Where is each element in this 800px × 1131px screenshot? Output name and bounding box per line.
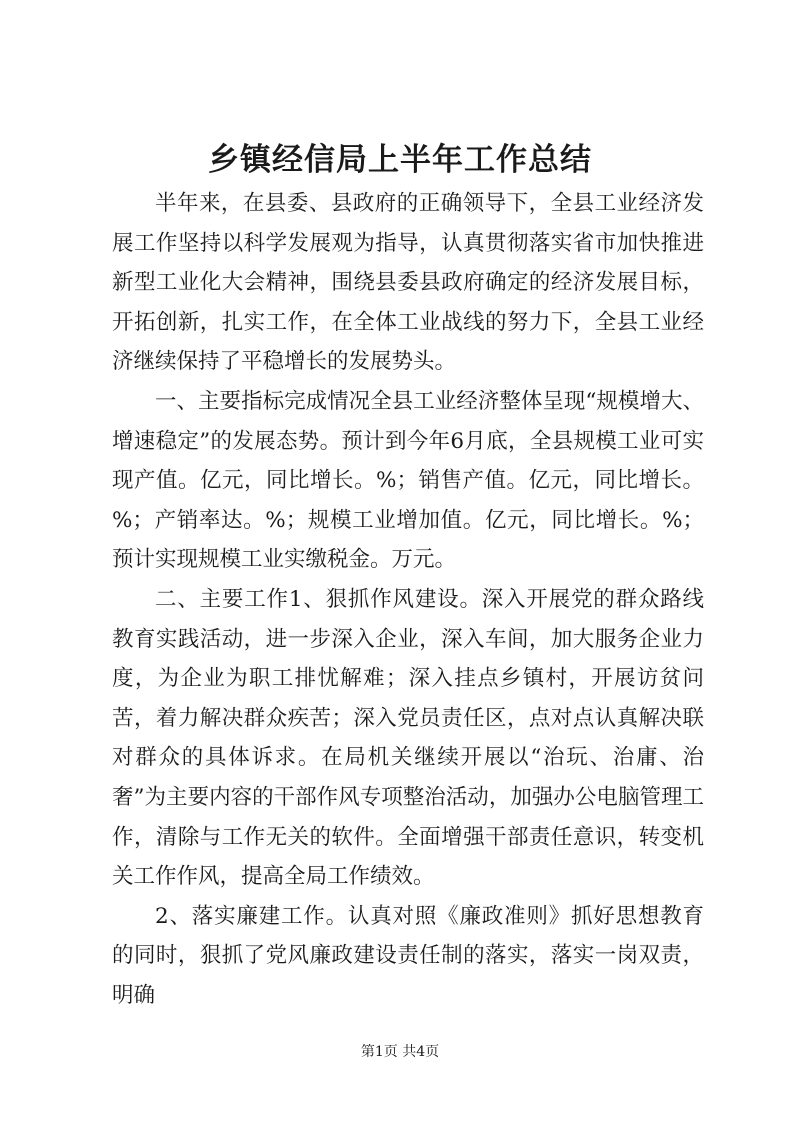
page-number-footer: 第1页 共4页 xyxy=(360,1044,440,1060)
paragraph-intro: 半年来，在县委、县政府的正确领导下，全县工业经济发展工作坚持以科学发展观为指导，认真贯彻落实省市加快推进新型工业化大会精神，围绕县委县政府确定的经济发展目标，开拓创新，扎实工作，在全体工业战线的努力下，全县工业经济继续保持了平稳增长的发展势头。 xyxy=(112,191,704,375)
document-title: 乡镇经信局上半年工作总结 xyxy=(208,142,592,178)
document-body xyxy=(112,184,704,1015)
paragraph-main-work: 二、主要工作1、狠抓作风建设。深入开展党的群众路线教育实践活动，进一步深入企业，深入车间，加大服务企业力度，为企业为职工排忧解难；深入挂点乡镇村，开展访贫问苦，着力解决群众疾苦；深入党员责任区，点对点认真解决联对群众的具体诉求。在局机关继续开展以“治玩、治庸、治奢”为主要内容的干部作风专项整治活动，加强办公电脑管理工作，清除与工作无关的软件。全面增强干部责任意识，转变机关工作作风，提高全局工作绩效。 xyxy=(112,586,704,890)
paragraph-integrity-work: 2、落实廉建工作。认真对照《廉政准则》抓好思想教育的同时，狠抓了党风廉政建设责任制的落实，落实一岗双责，明确 xyxy=(112,903,704,1008)
paragraph-indicators: 一、主要指标完成情况全县工业经济整体呈现“规模增大、增速稳定”的发展态势。预计到今年6月底，全县规模工业可实现产值。亿元，同比增长。%；销售产值。亿元，同比增长。%；产销率达。%；规模工业增加值。亿元，同比增长。%；预计实现规模工业实缴税金。万元。 xyxy=(112,388,704,573)
